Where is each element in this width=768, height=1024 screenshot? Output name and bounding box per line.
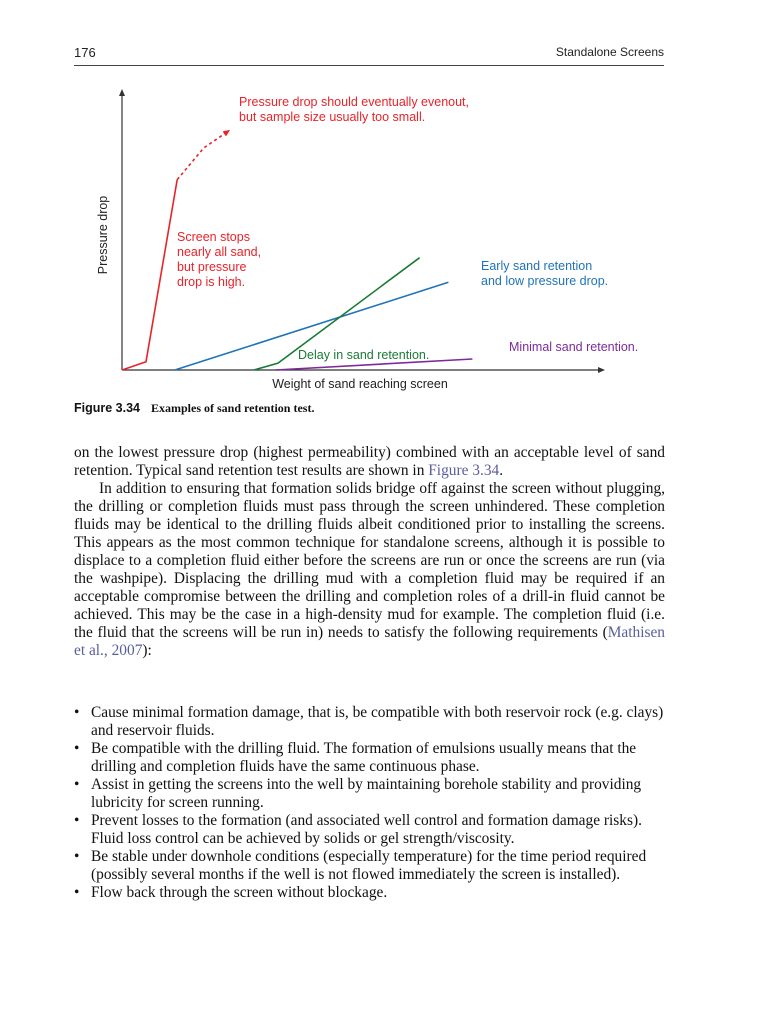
annotation-early-retention: Early sand retention and low pressure drop. (481, 259, 609, 288)
paragraph-2 (74, 480, 665, 660)
x-axis-label: Weight of sand reaching screen (272, 377, 448, 391)
paragraph-1-end: . (499, 462, 504, 479)
header-rule (74, 65, 664, 66)
series-line-1 (177, 132, 227, 180)
paragraph-1-text: on the lowest pressure drop (highest permeability) combined with an acceptable level of sand retention. Typical sand retention test results are shown in (74, 444, 665, 479)
list-item: • Flow back through the screen without blockage. (74, 884, 665, 902)
list-item: • Be stable under downhole conditions (especially temperature) for the time period required (possibly several months if the well is not flowed immediately the screen is installed). (74, 848, 665, 884)
annotation-minimal-retention: Minimal sand retention. (509, 340, 639, 354)
citation-link[interactable]: Mathisen et al., 2007 (74, 624, 665, 659)
series-layer (122, 132, 472, 370)
paragraph-1 (74, 444, 665, 480)
annotation-delay-retention: Delay in sand retention. (298, 348, 430, 362)
paragraph-2-end: ): (142, 642, 152, 659)
figure-caption (74, 401, 314, 416)
figure-caption-text: Examples of sand retention test. (151, 401, 315, 415)
list-item: • Prevent losses to the formation (and associated well control and formation damage risks). Fluid loss control can be achieved by solids or gel strength/viscosity. (74, 812, 665, 848)
annotation-screen-stops: Screen stops nearly all sand, but pressure drop is high. (177, 230, 262, 289)
series-line-0 (122, 180, 177, 370)
paragraph-2-text: In addition to ensuring that formation solids bridge off against the screen without plugging, the drilling or completion fluids must pass through the screen unhindered. These completion fluids may be identical to the drilling fluids albeit conditioned prior to installing the screens. This appears as the most common technique for standalone screens, although it is possible to displace to a completion fluid either before the screens are run or once the screens are run (via the washpipe). Displacing the drilling mud with a completion fluid may be required if an acceptable compromise between the drilling and completion roles of a drill-in fluid cannot be achieved. This may be the case in a high-density mud for example. The completion fluid (i.e. the fluid that the screens will be run in) needs to satisfy the following requirements ( (74, 480, 665, 641)
chart-svg (74, 78, 664, 396)
figure-reference-link[interactable]: Figure 3.34 (428, 462, 500, 479)
list-item: • Assist in getting the screens into the well by maintaining borehole stability and providing lubricity for screen running. (74, 776, 665, 812)
body-text (74, 444, 665, 660)
running-head: Standalone Screens (555, 45, 664, 59)
list-item: • Cause minimal formation damage, that is, be compatible with both reservoir rock (e.g. clays) and reservoir fluids. (74, 704, 665, 740)
figure-chart (74, 78, 664, 396)
requirements-list (74, 704, 665, 902)
y-axis-label: Pressure drop (96, 195, 110, 275)
figure-label: Figure 3.34 (74, 401, 140, 415)
annotation-even-out: Pressure drop should eventually evenout, but sample size usually too small. (239, 95, 470, 124)
page-number: 176 (74, 45, 96, 60)
list-item: • Be compatible with the drilling fluid. The formation of emulsions usually means that the drilling and completion fluids have the same continuous phase. (74, 740, 665, 776)
